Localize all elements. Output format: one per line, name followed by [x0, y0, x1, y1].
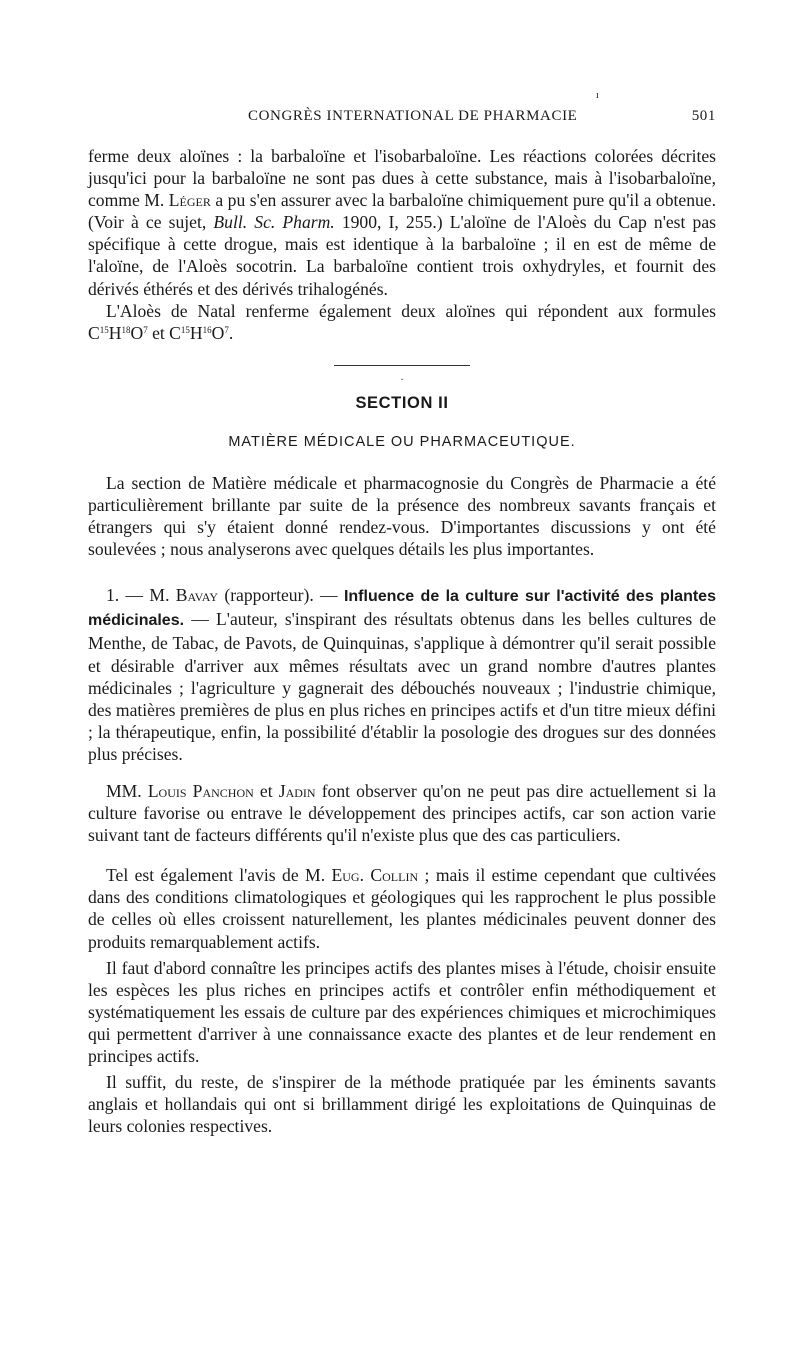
collin-lead: Tel est également l'avis de M.	[106, 865, 332, 886]
intro-paragraph-1	[88, 145, 716, 300]
page-number: 501	[691, 108, 716, 124]
formula-sub: 15	[99, 324, 109, 335]
formula-sub: 7	[143, 324, 148, 335]
intro-formula-text: L'Aloès de Natal renferme également deux aloïnes qui répondent aux formules C	[88, 300, 716, 343]
formula-element: O	[130, 322, 144, 343]
formula-element: H	[108, 322, 122, 343]
author-collin: Eug. Collin	[331, 865, 419, 886]
running-head	[88, 90, 716, 130]
item1-lead: 1. — M.	[106, 585, 176, 606]
section-subtitle: MATIÈRE MÉDICALE OU PHARMACEUTIQUE.	[228, 433, 576, 450]
section-intro-paragraph: La section de Matière médicale et pharmacognosie du Congrès de Pharmacie a été particulièrement brillante par suite de la présence des nombreux savants français et étrangers qui s'y étaient donné rendez-vous. D'importantes discussions y ont été soulevées ; nous analyserons avec quelques détails les plus importantes.	[88, 472, 716, 560]
intro-text-c: 1900, I, 255.) L'aloïne de l'Aloès du Cap n'est pas spécifique à cette drogue, mais est identique à la barbaloïne ; il en est de même de l'aloïne, de l'Aloès socotrin. La barbaloïne contient trois oxhydryles, et fournit des dérivés éthérés et des dérivés trihalogénés.	[88, 212, 716, 299]
journal-reference: Bull. Sc. Pharm.	[213, 212, 335, 233]
separator-dot: ·	[400, 374, 404, 386]
item1-role: (rapporteur). —	[218, 585, 344, 606]
formula-sub: 18	[121, 324, 131, 335]
panchon-lead: MM.	[106, 780, 148, 801]
item1-text: — L'auteur, s'inspirant des résultats obtenus dans les belles cultures de Menthe, de Tabac, de Pavots, de Quinquinas, s'applique à démontrer qu'il serait possible et désirable d'arriver aux mêmes résultats avec un grand nombre d'autres plantes médicinales ; l'agriculture y gagnerait des débouchés nouveaux ; l'industrie chimique, des matières premières de plus en plus riches en principes actifs et d'un titre mieux défini ; la thérapeutique, enfin, la possibilité d'établir la posologie des drogues sur des données plus précises.	[88, 609, 716, 764]
intro-paragraph-2	[88, 300, 716, 344]
formula-sub: 15	[180, 324, 190, 335]
panchon-paragraph	[88, 780, 716, 846]
panchon-and: et	[253, 780, 279, 801]
author-panchon: Louis Panchon	[147, 780, 254, 801]
author-bavay: Bavay	[175, 585, 219, 606]
intro-text-a: ferme deux aloïnes : la barbaloïne et l'isobarbaloïne. Les réactions colorées décrites jusqu'ici pour la barbaloïne ne sont pas dues à cette substance, mais à l'isobarbaloïne, comme M.	[88, 146, 716, 211]
formula-end: .	[228, 322, 234, 343]
principles-paragraph: Il faut d'abord connaître les principes actifs des plantes mises à l'étude, choisir ensuite les espèces les plus riches en principes actifs et contrôler enfin méthodiquement et systématiquement les essais de culture par des expériences chimiques et microchimiques qui permettent d'arriver à une connaissance exacte des plantes et de leur rendement en principes actifs.	[88, 957, 716, 1066]
formula-conjunction: et C	[147, 322, 181, 343]
item1-paragraph	[88, 584, 716, 765]
author-leger: Léger	[168, 190, 211, 211]
conclusion-paragraph: Il suffit, du reste, de s'inspirer de la méthode pratiquée par les éminents savants anglais et hollandais qui ont si brillamment dirigé les exploitations de Quinquinas de leurs colonies respectives.	[88, 1072, 716, 1137]
formula-element: H	[189, 322, 203, 343]
corner-mark: ı	[596, 90, 600, 101]
intro-text-b: a pu s'en assurer avec la barbaloïne chimiquement pure qu'il a obtenue. (Voir à ce sujet,	[88, 190, 717, 233]
section-title: SECTION II	[355, 393, 449, 412]
item1-heading: Influence de la culture sur l'activité des plantes médicinales.	[88, 588, 716, 630]
formula-sub: 16	[202, 324, 212, 335]
formula-sub: 7	[224, 324, 229, 335]
separator-rule	[334, 365, 470, 366]
author-jadin: Jadin	[278, 780, 316, 801]
collin-text: ; mais il estime cependant que cultivées dans des conditions climatologiques et géologiques qui les rapprochent le plus possible de celles où elles croissent naturellement, les plantes médicinales peuvent donner des produits remarquablement actifs.	[88, 865, 716, 952]
formula-element: O	[211, 322, 225, 343]
page-body	[88, 145, 716, 1137]
running-title: CONGRÈS INTERNATIONAL DE PHARMACIE	[248, 108, 578, 124]
panchon-text: font observer qu'on ne peut pas dire actuellement si la culture favorise ou entrave le développement des principes actifs, car son action varie suivant tant de facteurs différents qu'il n'existe plus que des cas particuliers.	[88, 780, 716, 846]
collin-paragraph	[88, 864, 716, 952]
